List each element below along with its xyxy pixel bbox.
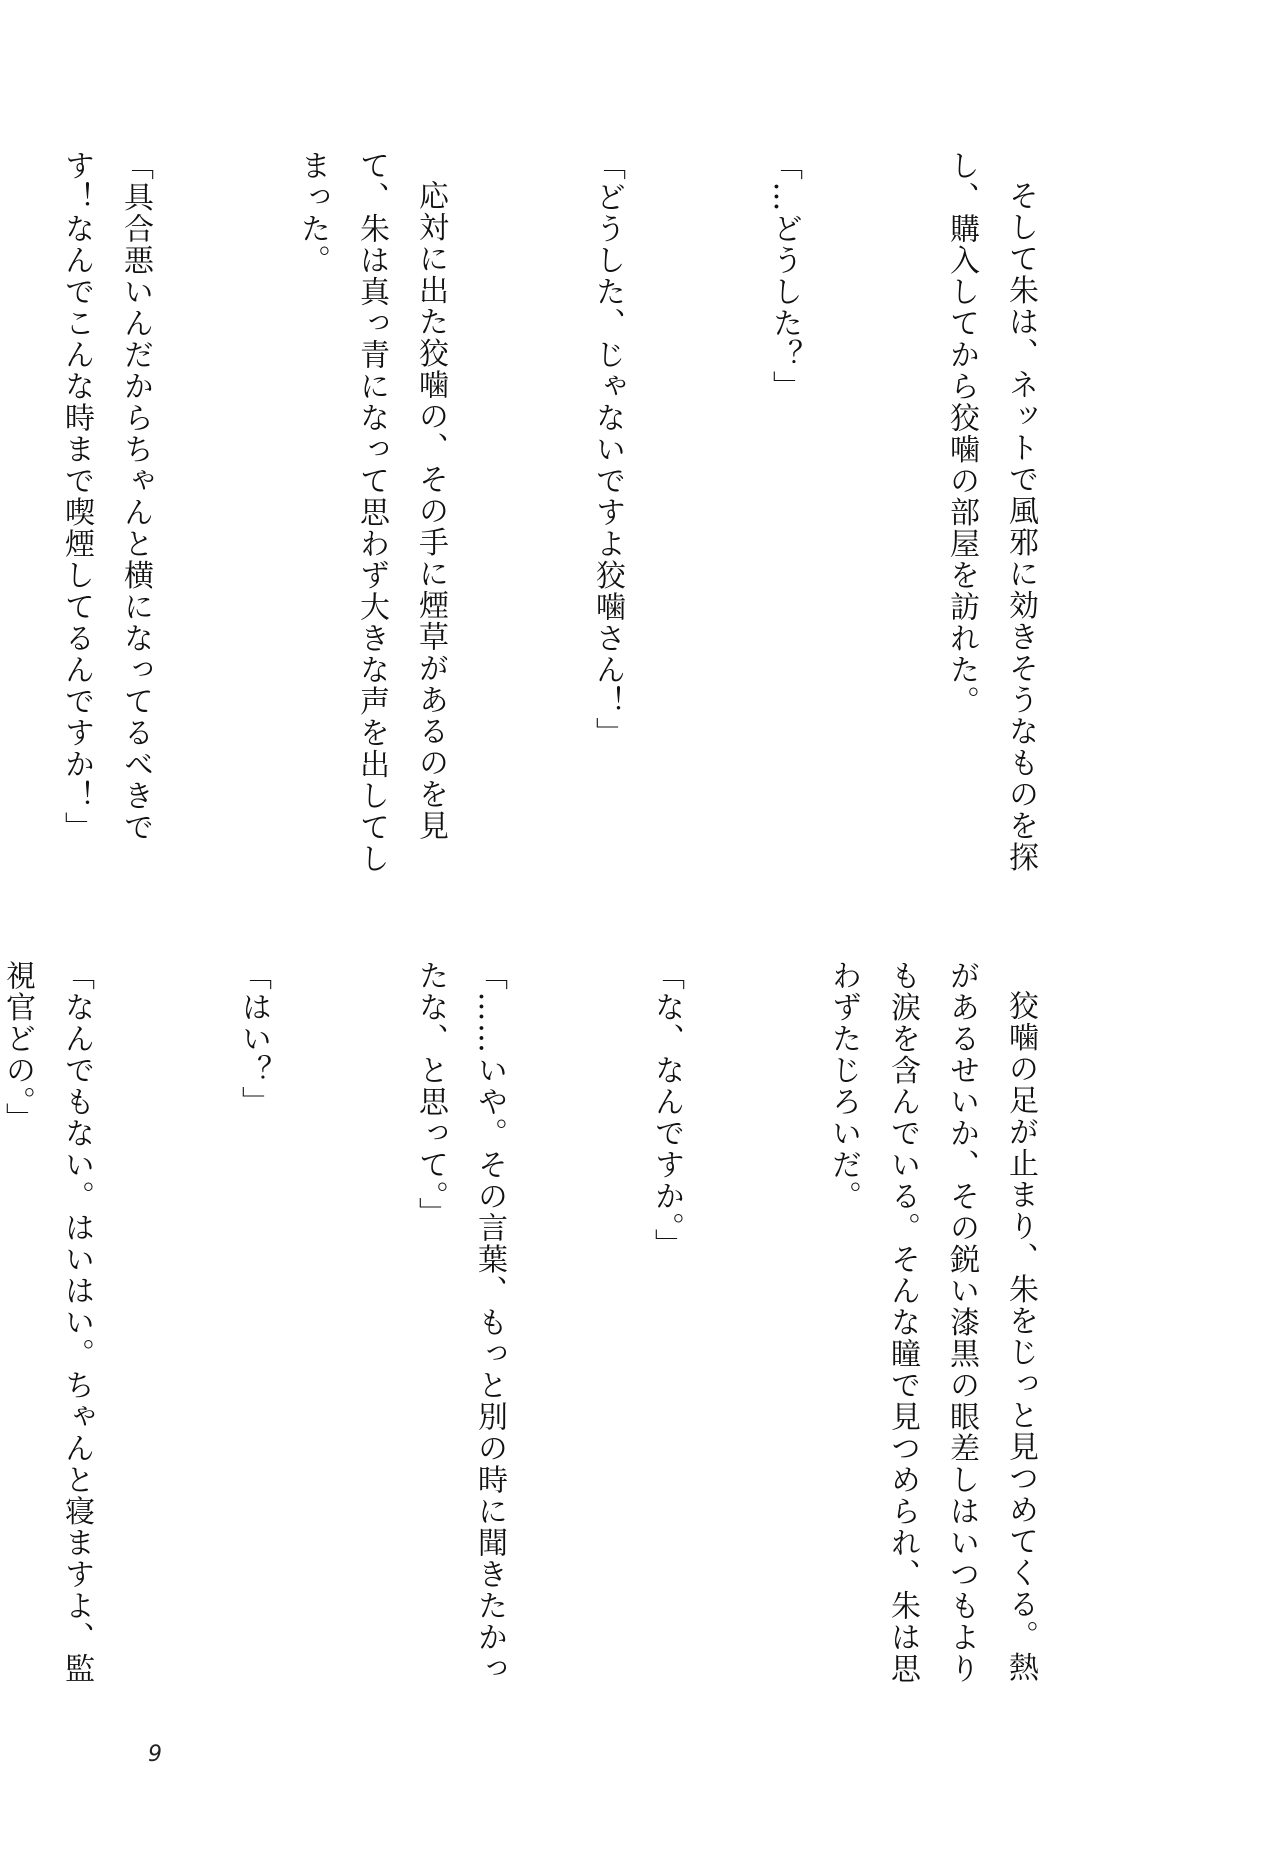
dialogue-line: 「な、なんですか。」 (649, 960, 684, 1260)
dialogue-line: 「どうした、じゃないですよ狡噛さん！」 (590, 150, 625, 749)
dialogue-line: 「……いや。その言葉、もっと別の時に聞きたかったな、と思って。」 (413, 960, 507, 1685)
upper-text-block (59, 150, 1168, 885)
dialogue-line: 「はい？」 (236, 960, 271, 1118)
dialogue-line: 「具合悪いんだからちゃんと横になってるべきです！なんでこんな時まで喫煙してるんですか！」 (59, 150, 153, 843)
paragraph: 応対に出た狡噛の、その手に煙草があるのを見て、朱は真っ青になって思わず大きな声を出してしまった。 (295, 150, 448, 875)
paragraph: そして朱は、ネットで風邪に効きそうなものを探し、購入してから狡噛の部屋を訪れた。 (944, 150, 1038, 873)
paragraph: 狡噛の足が止まり、朱をじっと見つめてくる。熱があるせいか、その鋭い漆黒の眼差しはいつもよりも涙を含んでいる。そんな瞳で見つめられ、朱は思わずたじろいだ。 (826, 960, 1038, 1685)
page-number: 9 (148, 1742, 162, 1767)
dialogue-line: 「…どうした？」 (767, 150, 802, 402)
lower-text-block (0, 960, 1168, 1695)
dialogue-line: 「なんでもない。はいはい。ちゃんと寝ますよ、監視官どの。」 (0, 960, 94, 1685)
